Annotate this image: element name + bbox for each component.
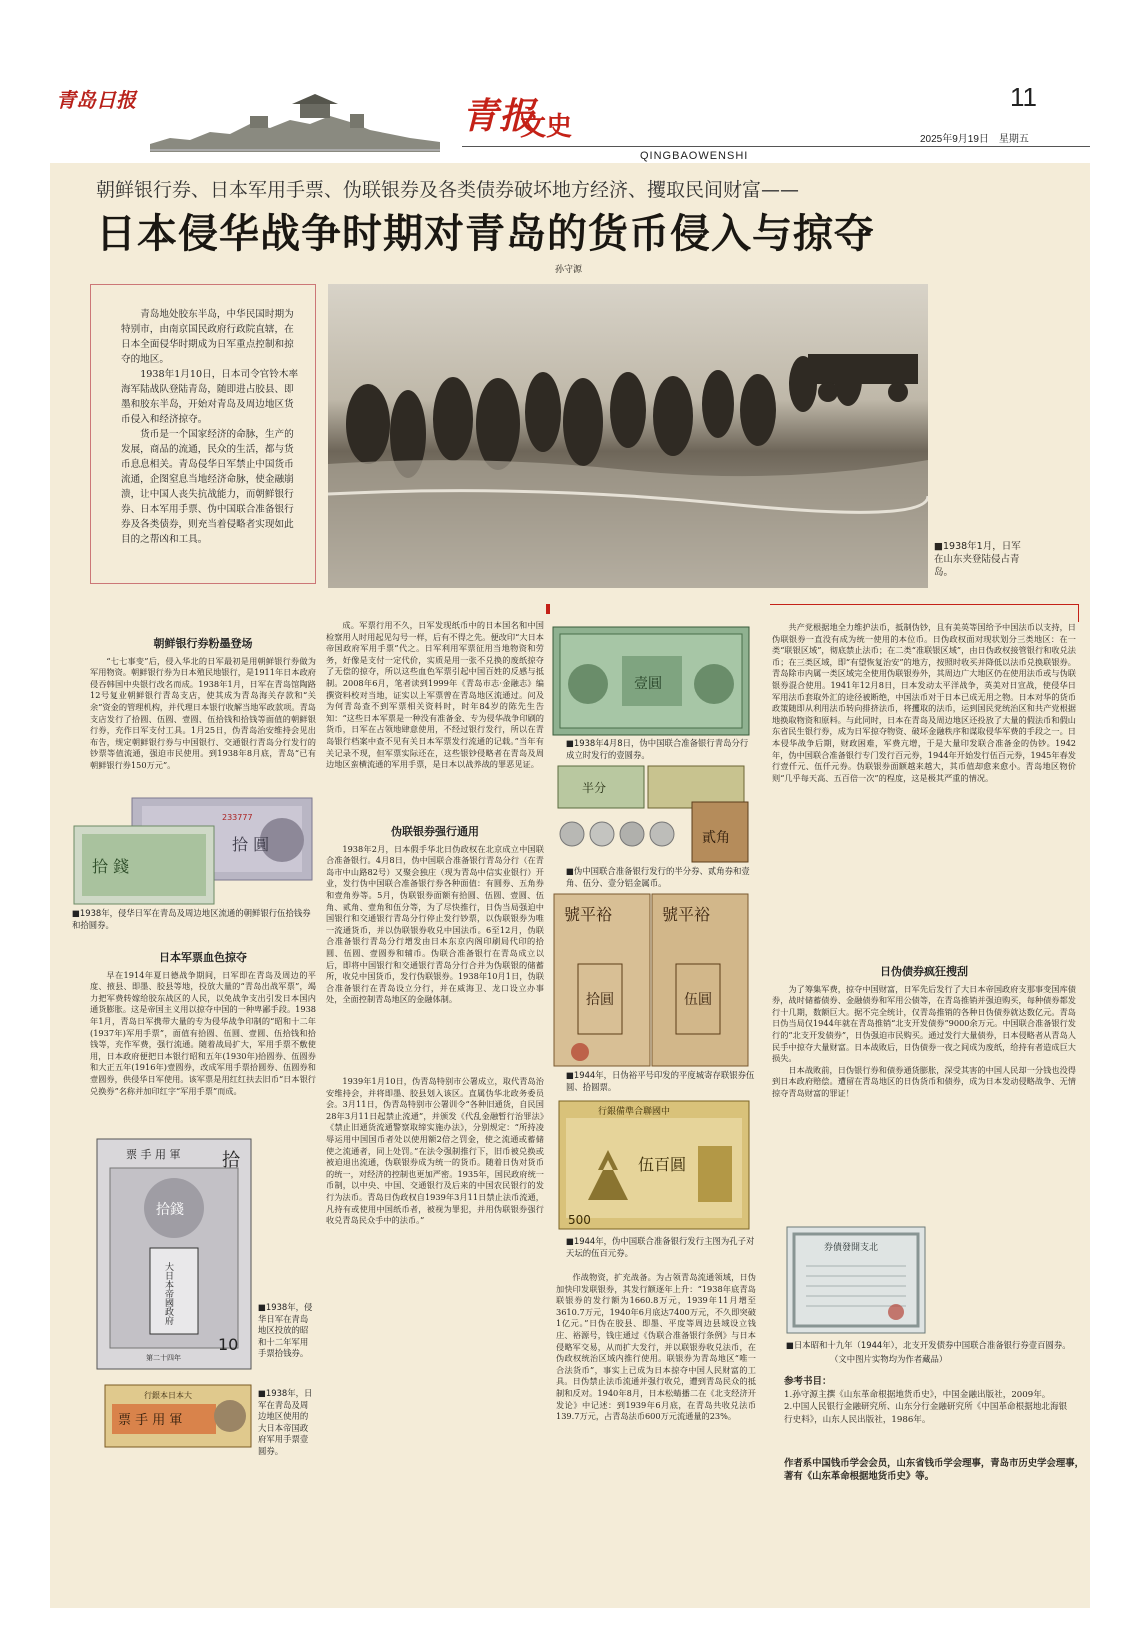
column-4-top <box>772 622 1076 962</box>
image-caption: ■1944年，伪中国联合准备银行发行主图为孔子对天坛的伍百元券。 <box>566 1236 755 1258</box>
image-caption: ■伪中国联合准备银行发行的半分券、贰角券和壹角、伍分、壹分铝金属币。 <box>566 866 750 888</box>
body-text: 作战物资，扩充战备。为占领青岛流通领域，日伪加快印发联银券，其发行额逐年上升：“1938年底青岛联银券的发行额为1660.8万元，1939年11月增至3610.7万元，1940年6月底达7400万元，不久即突破1亿元。”日伪在胶县、即墨、平度等周边县域设立钱庄、裕源号，钱庄通过《伪联合准备银行条例》与日本侵略军交易，从而扩大发行，并以联银券收兑法币，在伪政权统治区域内推行使用。联银券为青岛地区“唯一合法货币”，事实上已成为日本掠夺中国人民财富的工具。日伪禁止法币流通并强行收兑，遭到青岛民众的抵制和反对。1940年8月，日本松蜻播二在《北支经济开发论》中记述：到1939年6月底，在青岛共收兑法币139.7万元，占青岛法币600万元流通量的23%。 <box>556 1272 756 1422</box>
note-number: 10 <box>218 1335 239 1354</box>
note-number: 500 <box>568 1213 591 1227</box>
intro-paragraph: 1938年1月10日，日本司令官铃木率海军陆战队登陆青岛，随即进占胶县、即墨和胶东半岛，开始对青岛及周边地区货币侵入和经济掠夺。 <box>121 369 299 425</box>
column-2-top <box>326 620 544 822</box>
paper-masthead: 青岛日报 <box>56 88 136 112</box>
intro-paragraph: 青岛地处胶东半岛，中华民国时期为特别市，由南京国民政府行政院直辖，在日本全面侵华时期成为日军重点控制和掠夺的地区。 <box>121 309 294 365</box>
landing-photo <box>328 284 928 588</box>
body-text: 1938年2月，日本假手华北日伪政权在北京成立中国联合准备银行。4月8日，伪中国联合准备银行青岛分行（在青岛市中山路82号）又聚会独庄（现为青岛中信实业银行）开业，发行伪中国联合准备银行券各种面值：有圆券、五角券和壹角券等。5月，伪联银券面额有拾圆、伍圆、壹圆、伍角、贰角、壹角和伍分等，为了尽快推行，日伪当局强迫中国银行和交通银行青岛分行停止发行钞票，以伪联银券为唯一流通货币，并以伪联银券收兑中国法币。6至12月，伪联合准备银行青岛分行增发由日本东京内阁印刷局代印的拾圆、伍圆、壹圆券和辅币。伪联合准备银行在青岛成立以后，即将中国银行和交通银行青岛分行合并为伪联银的储蓄所，收兑中国货币，发行伪联银券。1938年10月1日，伪联合准备银行在青岛设立分行，并在威海卫、龙口设立办事处，全面控制青岛地区的金融体制。 <box>326 843 544 1005</box>
column-1-top <box>90 634 316 796</box>
military-note-10sen-image <box>96 1138 252 1370</box>
section-name: QINGBAOWENSHI <box>640 150 749 162</box>
page-number: 11 <box>1010 82 1037 112</box>
section-heading: 日伪债券疯狂搜刮 <box>880 965 968 978</box>
issue-date: 2025年9月19日 星期五 <box>920 134 1029 145</box>
body-text: 日本战败前，日伪银行券和债券通货膨胀，深受其害的中国人民却一分钱也没得到日本政府赔偿。遭留在青岛地区的日伪货币和债券，成为日本发动侵略战争、无情掠夺青岛财富的罪证！ <box>772 1064 1076 1098</box>
image-caption: ■1938年4月8日，伪中国联合准备银行青岛分行成立时发行的壹圆券。 <box>566 738 749 760</box>
bond-header: 券債發開支北 <box>824 1243 879 1253</box>
header-rule <box>462 146 1090 147</box>
intro-paragraph: 货币是一个国家经济的命脉，生产的发展，商品的流通，民众的生活，都与货币息息相关。青岛侵华日军禁止中国货币流通，企图窒息当地经济命脉，使金融崩溃，让中国人丧失抗战能力，而朝鲜银行券、日本军用手票、伪中国联合准备银行券及各类债券，则充当着侵略者实现如此目的之帮凶和工具。 <box>121 429 294 545</box>
note-denomination: 拾 錢 <box>92 857 130 876</box>
body-text: 为了筹集军费，掠夺中国财富，日军先后发行了大日本帝国政府支那事变国库债券，战时储蓄债券、金融债券和军用公债等，在青岛推销并强迫购买，每种债券都发行十几期，数额巨大。据不完全统计，仅青岛推销的各种日伪债券就达数亿元。青岛日伪当局仅1944年就在青岛推销“北支开发债券”9000余万元。中国联合准备银行发行的“北支开发债券”，日伪强迫市民购买。通过发行大量债券，日本侵略者从青岛人民手中掠夺大量财富。日本战败后，日伪债券一夜之间成为废纸，给持有者造成巨大损失。 <box>772 983 1076 1064</box>
body-text: “七七事变”后，侵入华北的日军最初是用朝鲜银行券做为军用物资。朝鲜银行券为日本殖民地银行，是1911年日本政府侵吞韩国中央银行改名而成。1938年1月，日军在青岛馆陶路12号复业朝鲜银行青岛支店，使其成为青岛海关存款和“关余”资金的管理机构，并代理日本银行收解当地军政款项。青岛支店发行了拾圆、伍圆、壹圆、伍拾钱和拾钱等面值的朝鲜银行券，充作日军支付工具。1月25日，伪青岛治安维持会见出布告，规定朝鲜银行券与中国银行、交通银行青岛分行发行的钞票等值流通，强迫市民使用。到1938年8月底，青岛“已有朝鲜银行券150万元”。 <box>90 655 316 770</box>
fed-reserve-coins-image <box>552 764 750 866</box>
article-author: 孙守源 <box>555 265 583 275</box>
intro-box <box>90 284 316 584</box>
body-text: 1939年1月10日，伪青岛特别市公署成立，取代青岛治安维持会，并将即墨、胶县划入该区。直属伪华北政务委员会。3月11日，伪青岛特别市公署训令“各种旧通货，自民国28年3月11日起禁止流通”，并颁发《代乱金融暂行治罪法》《禁止旧通货流通警察取缔实施办法》，分别规定：“所持凌辱运用中国国币者处以使用额2倍之罚金，使之流通或蓄储使之流通者，同上处罚。”在法令强制推行下，旧币被兑换或被迫退出流通，伪联银券成为统一的货币。随着日伪对货币的统一，对经济的控制也更加严密。1935年，国民政府统一币制，以中央、中国、交通银行及后来的中国农民银行的发行为法币。青岛日伪政权自1939年3月11日禁止法币流通，凡持有或使用中国纸币者，被视为罪犯，并用伪联银券强行收兑青岛民众手中的法币。” <box>326 1076 544 1226</box>
reference-item: 2.中国人民银行金融研究所、山东分行金融研究所《中国革命根据地北海银行史料》，山东人民出版社，1986年。 <box>784 1402 1068 1425</box>
references <box>784 1376 1074 1426</box>
troops-wading-illustration <box>328 284 928 588</box>
note-issuer: 號平裕 <box>564 905 613 924</box>
note-issuer: 行銀本日本大 <box>144 1391 192 1400</box>
note-footer: 第二十四年 <box>146 1354 181 1362</box>
korea-banknotes-image <box>72 796 316 906</box>
section-heading: 朝鲜银行券粉墨登场 <box>153 637 253 650</box>
note-value: 拾圓 <box>586 992 614 1008</box>
fed-reserve-1yuan-image <box>552 626 750 736</box>
image-caption: ■日本昭和十九年（1944年），北支开发债券中国联合准备银行券壹百圆券。 <box>786 1340 1071 1350</box>
column-2-bottom <box>326 1076 544 1450</box>
note-value: 半分 <box>582 781 607 795</box>
body-text: 成。军票行用不久，日军发现纸币中的日本国名和中国检察用人时用起见勾号一样，后有不得之先。便改印“大日本帝国政府军用手票”代之。日军利用军票征用当地物资和劳务，好像是支付一定代价，实质是用一张不兑换的废纸掠夺了无偿的掠夺，所以这些血色军票引起中国百姓的反感与抵制。2008年6月，笔者读到1999年《青岛市志·金融志》编撰资料校对当地，证实以上军票曾在青岛地区流通过。问及为何青岛查不到军票相关资料时，时年84岁的陈先生告知：“这些日本军票是一种没有准备金、专为侵华战争印刷的货币，日军在占领地肆意使用，不经过银行发行，所以在青岛银行档案中查不见有关日本军票发行流通的记载。”当年有关记录不现，但军票实际还在，这些银钞侵略者在青岛及周边地区蛮横流通的军用手票，是日本以战养战的罪恶见证。 <box>326 620 544 770</box>
references-heading: 参考书目： <box>784 1376 832 1387</box>
note-issuer: 號平裕 <box>662 905 711 924</box>
image-caption: ■1944年，日伪裕平号印发的平度城寄存联银券伍圆、拾圆票。 <box>566 1070 755 1092</box>
column-1-mid <box>90 948 316 1128</box>
temple-of-heaven-note-image <box>558 1100 750 1230</box>
note-value: 伍百圓 <box>638 1155 687 1174</box>
column-3-bottom <box>556 1272 756 1450</box>
bond-certificate-image <box>786 1226 926 1334</box>
image-caption: ■1938年，日军在青岛及周边地区使用的大日本帝国政府军用手票壹圆券。 <box>258 1388 313 1456</box>
reference-item: 1.孙守源主撰《山东革命根据地货币史》，中国金融出版社，2009年。 <box>784 1389 1051 1400</box>
photo-caption: ■1938年1月，日军在山东夹登陆侵占青岛。 <box>934 541 1021 578</box>
section-logo-sub: 文史 <box>520 112 573 142</box>
note-issuer: 大日本帝國政府 <box>163 1262 173 1325</box>
decor-rule <box>770 604 1078 605</box>
image-source-note: （文中图片实物均为作者藏品） <box>830 1354 948 1364</box>
note-value: 壹圓 <box>634 676 662 692</box>
image-caption: ■1938年，侵华日军在青岛及周边地区流通的朝鲜银行伍拾钱券和拾圆券。 <box>72 908 311 930</box>
note-value: 貳角 <box>702 830 730 846</box>
section-heading: 伪联银券强行通用 <box>391 825 479 838</box>
note-serial: 233777 <box>222 813 253 822</box>
body-text: 共产党根据地全力维护法币，抵制伪钞，且有美英等国给予中国法币以支持，日伪联银券一直没有成为统一使用的本位币。日伪政权面对现状划分三类地区：在一类“联银区域”，彻底禁止法币；在二类“准联银区域”，由日伪政权接管银行和收兑法币；在三类区域，即“有望恢复治安”的地方，按照时收买并降低以法币兑换联银券。青岛除市内属一类区域完全使用伪联银券外，其周边广大地区仍在使用法币或与伪联银券混合使用。1941年12月8日，日本发动太平洋战争，英美对日宣战，使侵华日军用法币套取外汇的途径被断绝，中国法币对于日本已成无用之物。日本对华的货币政策随即从利用法币转向排挤法币，将攫取的法币，运到国民党统治区和共产党根据地换取物资和原料。与此同时，日本在青岛及周边地区还投放了大量的假法币和假山东省民生银行券，成为日军掠夺物资、破坏金融秩序和谋取侵华军费的手段之一。日本侵华战争后期，财政困难，军费亢增，于是大量印发联合准备金的伪钞。1942年，伪中国联合准备银行专门发行百元券，1944年开始发行伍百元券，1945年春发行壹仟元、伍仟元券。伪联银券面额越来越大，其币值却愈来愈小。青岛地区物价则“几乎每天高、五百倍一次”的程度，这是极其严重的情况。 <box>772 622 1076 783</box>
military-note-1yen-image <box>104 1384 252 1448</box>
section-heading: 日本军票血色掠夺 <box>159 951 247 964</box>
note-value: 拾錢 <box>156 1202 184 1218</box>
note-issuer: 行銀備準合聯國中 <box>598 1107 671 1117</box>
image-caption: ■1938年，侵华日军在青岛地区投放的昭和十二年军用手票拾钱券。 <box>258 1302 313 1358</box>
article-subtitle: 朝鲜银行券、日本军用手票、伪联银券及各类债券破坏地方经济、攫取民间财富—— <box>96 179 800 201</box>
column-2-mid <box>326 822 544 1072</box>
note-value: 伍圓 <box>684 992 712 1008</box>
body-text: 早在1914年夏日德战争期间，日军即在青岛及周边的平度、掖县、即墨、胶县等地，投放大量的“青岛出战军票”，竭力把军费转嫁给胶东战区的人民，以免战争支出引发日本国内通货膨胀。这是帝国主义用以掠夺中国的一种卑鄙手段。1938年1月，青岛日军携带大量的专为侵华战争印制的“昭和十二年(1937年)军用手票”，面值有拾圆、伍圆、壹圆、伍拾钱和拾钱等，充作军费，强行流通。随着战局扩大，军用手票不敷使用，日本政府便把日本银行昭和五年(1930年)拾圆券、伍圆券和大正五年(1916年)壹圆券，改成军用手票拾圆券、伍圆券和壹圆券，供侵华日军使用。该军票是用红红扶去旧币“日本银行兑换券”名称并加印红字“军用手票”而成。 <box>90 969 316 1096</box>
note-header: 票 手 用 軍 <box>126 1148 181 1161</box>
decor-rule <box>1078 604 1079 622</box>
decor-marker <box>546 604 550 614</box>
article-title: 日本侵华战争时期对青岛的货币侵入与掠夺 <box>96 211 875 257</box>
city-skyline-illustration <box>150 94 440 152</box>
section-logo: 青报 <box>462 95 537 137</box>
column-4-mid <box>772 962 1076 1218</box>
pingdu-notes-image <box>552 892 750 1068</box>
note-value: 拾 <box>222 1150 240 1171</box>
note-header: 票 手 用 軍 <box>118 1413 183 1428</box>
note-denomination: 拾 圓 <box>232 835 270 854</box>
author-bio: 作者系中国钱币学会会员，山东省钱币学会理事，青岛市历史学会理事，著有《山东革命根据地货币史》等。 <box>784 1458 1085 1482</box>
